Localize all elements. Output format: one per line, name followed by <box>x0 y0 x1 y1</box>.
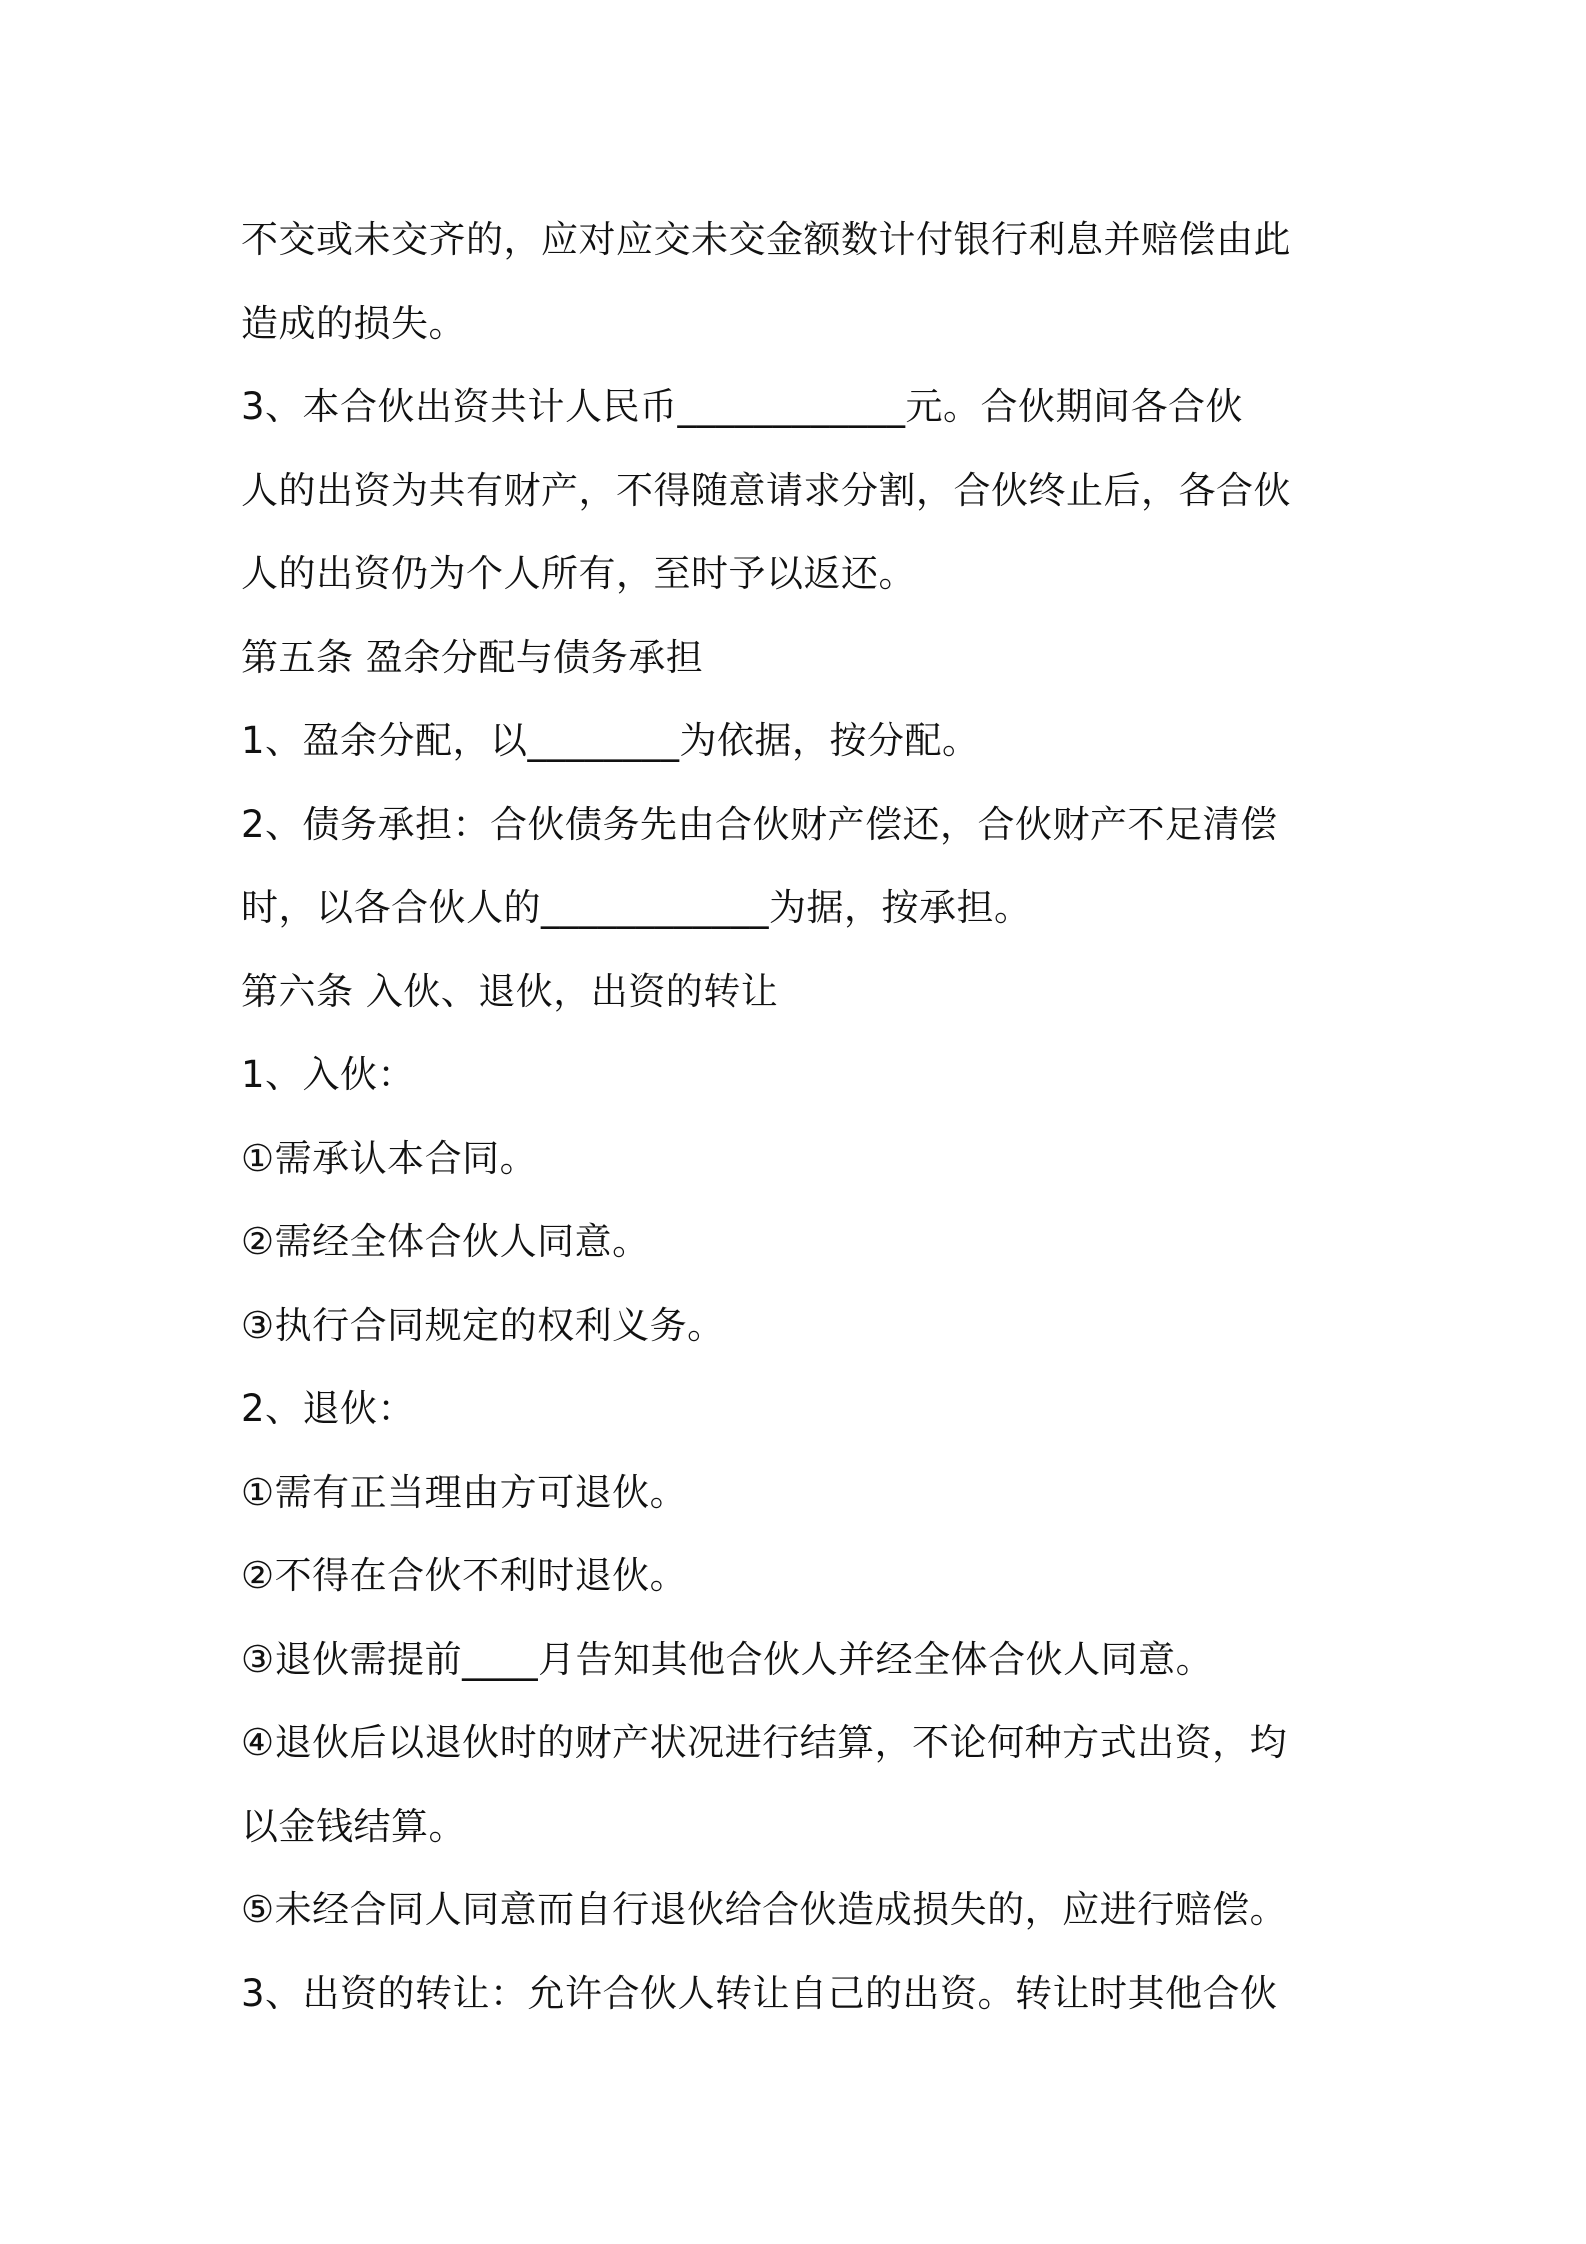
section-heading: 第五条 盈余分配与债务承担 <box>241 635 704 679</box>
text-line: ①需有正当理由方可退伙。 <box>241 1470 688 1514</box>
section-heading: 第六条 入伙、退伙，出资的转让 <box>241 969 779 1013</box>
text-line: 2、债务承担：合伙债务先由合伙财产偿还，合伙财产不足清偿 <box>241 802 1278 846</box>
text-line: ①需承认本合同。 <box>241 1136 538 1180</box>
text-line: 时，以各合伙人的____________为据，按承担。 <box>241 886 1032 929</box>
document-body <box>241 198 1361 2035</box>
text-line: 人的出资为共有财产，不得随意请求分割，合伙终止后，各合伙 <box>241 468 1291 512</box>
text-line: ②不得在合伙不利时退伙。 <box>241 1554 688 1597</box>
text-line: ③执行合同规定的权利义务。 <box>241 1303 725 1347</box>
text-line: 2、退伙： <box>241 1387 416 1430</box>
text-line: ③退伙需提前____月告知其他合伙人并经全体合伙人同意。 <box>241 1637 1214 1681</box>
text-line: 1、盈余分配，以________为依据，按分配。 <box>241 719 980 762</box>
text-line: ⑤未经合同人同意而自行退伙给合伙造成损失的，应进行赔偿。 <box>241 1888 1288 1931</box>
text-line: 造成的损失。 <box>241 301 466 345</box>
text-line: 不交或未交齐的，应对应交未交金额数计付银行利息并赔偿由此 <box>241 218 1291 261</box>
text-line: 3、本合伙出资共计人民币____________元。合伙期间各合伙 <box>241 385 1244 428</box>
text-line: 3、出资的转让：允许合伙人转让自己的出资。转让时其他合伙 <box>241 1971 1278 2015</box>
text-line: ④退伙后以退伙时的财产状况进行结算，不论何种方式出资，均 <box>241 1721 1288 1764</box>
text-line: ②需经全体合伙人同意。 <box>241 1220 650 1263</box>
text-line: 人的出资仍为个人所有，至时予以返还。 <box>241 552 916 595</box>
text-line: 1、入伙： <box>241 1053 416 1096</box>
text-line: 以金钱结算。 <box>241 1804 466 1848</box>
